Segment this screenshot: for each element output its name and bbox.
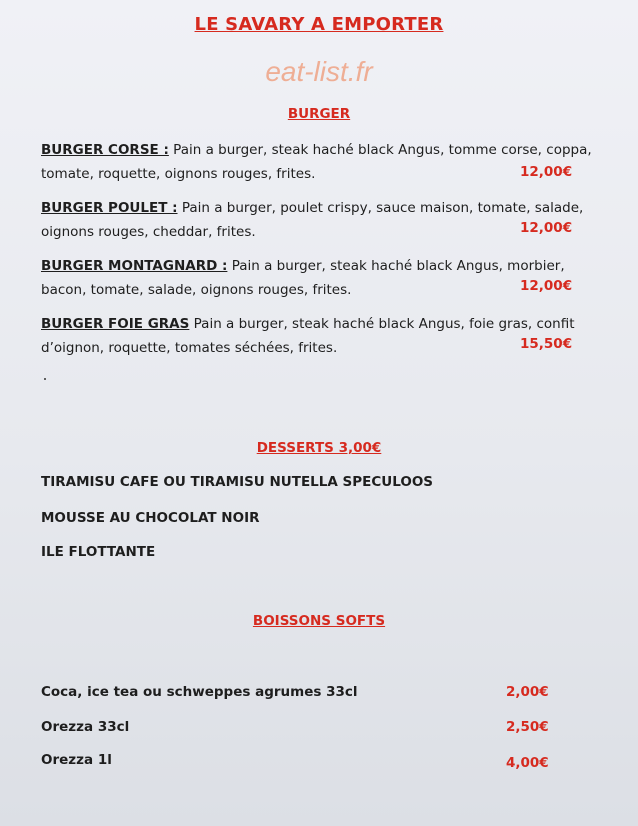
watermark-text: eat-list.fr bbox=[265, 56, 373, 87]
item-name: BURGER CORSE : bbox=[41, 142, 169, 158]
menu-item-burger-foie-gras bbox=[41, 312, 601, 360]
drink-price: 2,00€ bbox=[506, 684, 549, 700]
dessert-item: TIRAMISU CAFE OU TIRAMISU NUTELLA SPECULOOS bbox=[41, 474, 434, 490]
item-name: BURGER POULET : bbox=[41, 200, 178, 216]
item-name: BURGER FOIE GRAS bbox=[41, 316, 190, 332]
drink-item: Orezza 33cl bbox=[41, 719, 130, 735]
item-description: Pain a burger, steak haché black Angus, tomme corse, coppa, tomate, roquette, oignons rouges, frites. bbox=[41, 142, 592, 182]
menu-item-burger-montagnard bbox=[41, 254, 601, 302]
menu-item-burger-corse bbox=[41, 138, 601, 186]
item-description: Pain a burger, steak haché black Angus, foie gras, confit d’oignon, roquette, tomates séchées, frites. bbox=[41, 316, 575, 356]
item-name: BURGER MONTAGNARD : bbox=[41, 258, 228, 274]
section-title-burger: BURGER bbox=[287, 106, 351, 122]
item-price: 12,00€ bbox=[520, 220, 573, 236]
menu-title: LE SAVARY A EMPORTER bbox=[194, 14, 444, 35]
stray-dot bbox=[44, 378, 46, 380]
item-price: 12,00€ bbox=[520, 164, 573, 180]
section-title-drinks: BOISSONS SOFTS bbox=[252, 613, 386, 629]
dessert-item: MOUSSE AU CHOCOLAT NOIR bbox=[41, 510, 260, 526]
drink-price: 2,50€ bbox=[506, 719, 549, 735]
section-title-desserts: DESSERTS 3,00€ bbox=[256, 440, 382, 456]
drink-item: Coca, ice tea ou schweppes agrumes 33cl bbox=[41, 684, 358, 700]
item-description: Pain a burger, poulet crispy, sauce maison, tomate, salade, oignons rouges, cheddar, frites. bbox=[41, 200, 584, 240]
drink-item: Orezza 1l bbox=[41, 752, 112, 768]
drink-price: 4,00€ bbox=[506, 755, 549, 771]
menu-item-burger-poulet bbox=[41, 196, 601, 244]
item-price: 15,50€ bbox=[520, 336, 573, 352]
dessert-item: ILE FLOTTANTE bbox=[41, 544, 156, 560]
item-description: Pain a burger, steak haché black Angus, morbier, bacon, tomate, salade, oignons rouges, frites. bbox=[41, 258, 565, 298]
item-price: 12,00€ bbox=[520, 278, 573, 294]
